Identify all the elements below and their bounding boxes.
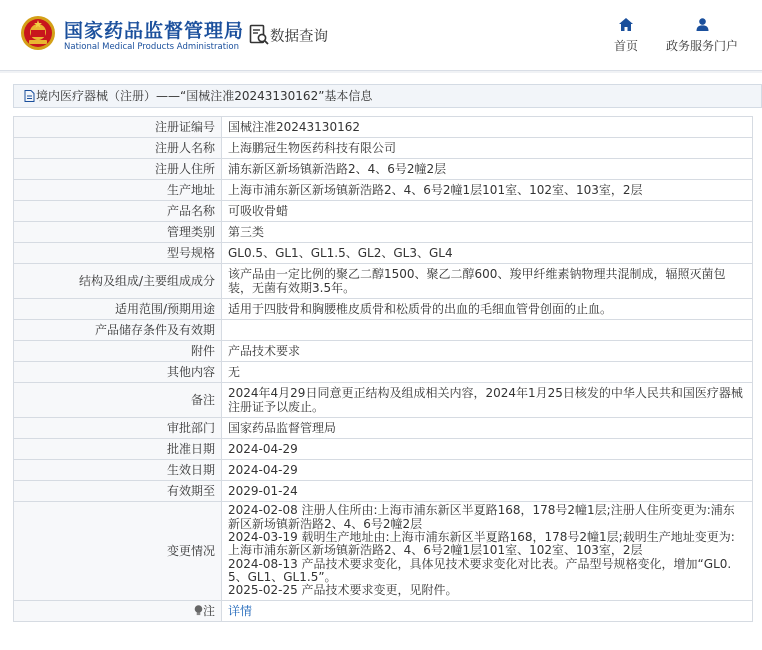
row-label: 结构及组成/主要组成成分 xyxy=(14,264,222,299)
row-label: 产品名称 xyxy=(14,201,222,222)
table-row xyxy=(14,383,753,418)
row-label: 管理类别 xyxy=(14,222,222,243)
row-value: 国械注准20243130162 xyxy=(222,117,753,138)
row-label: 变更情况 xyxy=(14,502,222,601)
table-row xyxy=(14,502,753,601)
breadcrumb xyxy=(13,84,762,108)
row-value: 上海市浦东新区新场镇新浩路2、4、6号2幢1层101室、102室、103室，2层 xyxy=(222,180,753,201)
row-value: 2024-04-29 xyxy=(222,439,753,460)
table-row xyxy=(14,201,753,222)
row-value: 2024-04-29 xyxy=(222,460,753,481)
home-icon xyxy=(619,18,633,31)
org-name-en[interactable]: National Medical Products Administration xyxy=(64,42,239,52)
data-query-label[interactable]: 数据查询 xyxy=(270,29,328,45)
table-row xyxy=(14,418,753,439)
row-label: 适用范围/预期用途 xyxy=(14,299,222,320)
row-label: 生效日期 xyxy=(14,460,222,481)
breadcrumb-text: 境内医疗器械（注册）——“国械注准20243130162”基本信息 xyxy=(36,89,373,103)
row-value: 上海鹏冠生物医药科技有限公司 xyxy=(222,138,753,159)
nav-home[interactable] xyxy=(606,18,646,54)
detail-table xyxy=(13,116,753,622)
table-row xyxy=(14,222,753,243)
table-row xyxy=(14,320,753,341)
table-row xyxy=(14,180,753,201)
nav-gov-service-portal[interactable] xyxy=(660,18,744,54)
row-label: 附件 xyxy=(14,341,222,362)
row-value: 第三类 xyxy=(222,222,753,243)
data-query-icon[interactable] xyxy=(249,24,269,46)
org-name-cn[interactable]: 国家药品监督管理局 xyxy=(64,20,245,42)
row-value: 产品技术要求 xyxy=(222,341,753,362)
table-row xyxy=(14,460,753,481)
table-row xyxy=(14,117,753,138)
change-entry: 2025-02-25 产品技术要求变更，见附件。 xyxy=(228,583,458,598)
table-row xyxy=(14,439,753,460)
row-label: 其他内容 xyxy=(14,362,222,383)
table-row xyxy=(14,138,753,159)
note-label-cell xyxy=(14,601,222,622)
change-entry: 2024-02-08 注册人住所由:上海市浦东新区半夏路168，178号2幢1层;注册人住所变更为:浦东新区新场镇新浩路2、4、6号2幢2层 xyxy=(228,503,735,531)
row-label: 注册人名称 xyxy=(14,138,222,159)
table-row xyxy=(14,362,753,383)
row-value: 2029-01-24 xyxy=(222,481,753,502)
row-label: 注册证编号 xyxy=(14,117,222,138)
site-header xyxy=(0,0,762,70)
table-row xyxy=(14,601,753,622)
row-value: 国家药品监督管理局 xyxy=(222,418,753,439)
row-label: 注册人住所 xyxy=(14,159,222,180)
details-link[interactable]: 详情 xyxy=(228,604,253,618)
document-icon xyxy=(24,90,35,102)
note-value xyxy=(222,601,753,622)
row-value: 该产品由一定比例的聚乙二醇1500、聚乙二醇600、羧甲纤维素钠物理共混制成，辐照灭菌包装，无菌有效期3.5年。 xyxy=(222,264,753,299)
row-label: 备注 xyxy=(14,383,222,418)
row-label: 产品储存条件及有效期 xyxy=(14,320,222,341)
row-label: 有效期至 xyxy=(14,481,222,502)
table-row xyxy=(14,159,753,180)
nav-gov-label: 政务服务门户 xyxy=(665,39,738,53)
note-label: 注 xyxy=(202,604,215,618)
change-history xyxy=(222,502,753,601)
table-row xyxy=(14,481,753,502)
row-label: 生产地址 xyxy=(14,180,222,201)
row-label: 型号规格 xyxy=(14,243,222,264)
national-emblem-icon[interactable] xyxy=(20,15,56,51)
bulb-icon xyxy=(194,605,203,616)
row-value: 浦东新区新场镇新浩路2、4、6号2幢2层 xyxy=(222,159,753,180)
table-row xyxy=(14,341,753,362)
row-value: 无 xyxy=(222,362,753,383)
change-entry: 2024-03-19 载明生产地址由:上海市浦东新区半夏路168，178号2幢1层;载明生产地址变更为:上海市浦东新区新场镇新浩路2、4、6号2幢1层101室、102室、103室，2层 xyxy=(228,530,735,558)
user-icon xyxy=(696,18,709,31)
nav-home-label: 首页 xyxy=(613,39,638,53)
row-value: GL0.5、GL1、GL1.5、GL2、GL3、GL4 xyxy=(222,243,753,264)
row-label: 批准日期 xyxy=(14,439,222,460)
row-value: 适用于四肢骨和胸腰椎皮质骨和松质骨的出血的毛细血管骨创面的止血。 xyxy=(222,299,753,320)
header-divider xyxy=(0,70,762,73)
row-label: 审批部门 xyxy=(14,418,222,439)
row-value: 2024年4月29日同意更正结构及组成相关内容，2024年1月25日核发的中华人民共和国医疗器械注册证予以废止。 xyxy=(222,383,753,418)
table-row xyxy=(14,264,753,299)
change-entry: 2024-08-13 产品技术要求变化，具体见技术要求变化对比表。产品型号规格变化，增加“GL0.5、GL1、GL1.5”。 xyxy=(228,556,732,584)
row-value xyxy=(222,320,753,341)
row-value: 可吸收骨蜡 xyxy=(222,201,753,222)
table-row xyxy=(14,243,753,264)
table-row xyxy=(14,299,753,320)
